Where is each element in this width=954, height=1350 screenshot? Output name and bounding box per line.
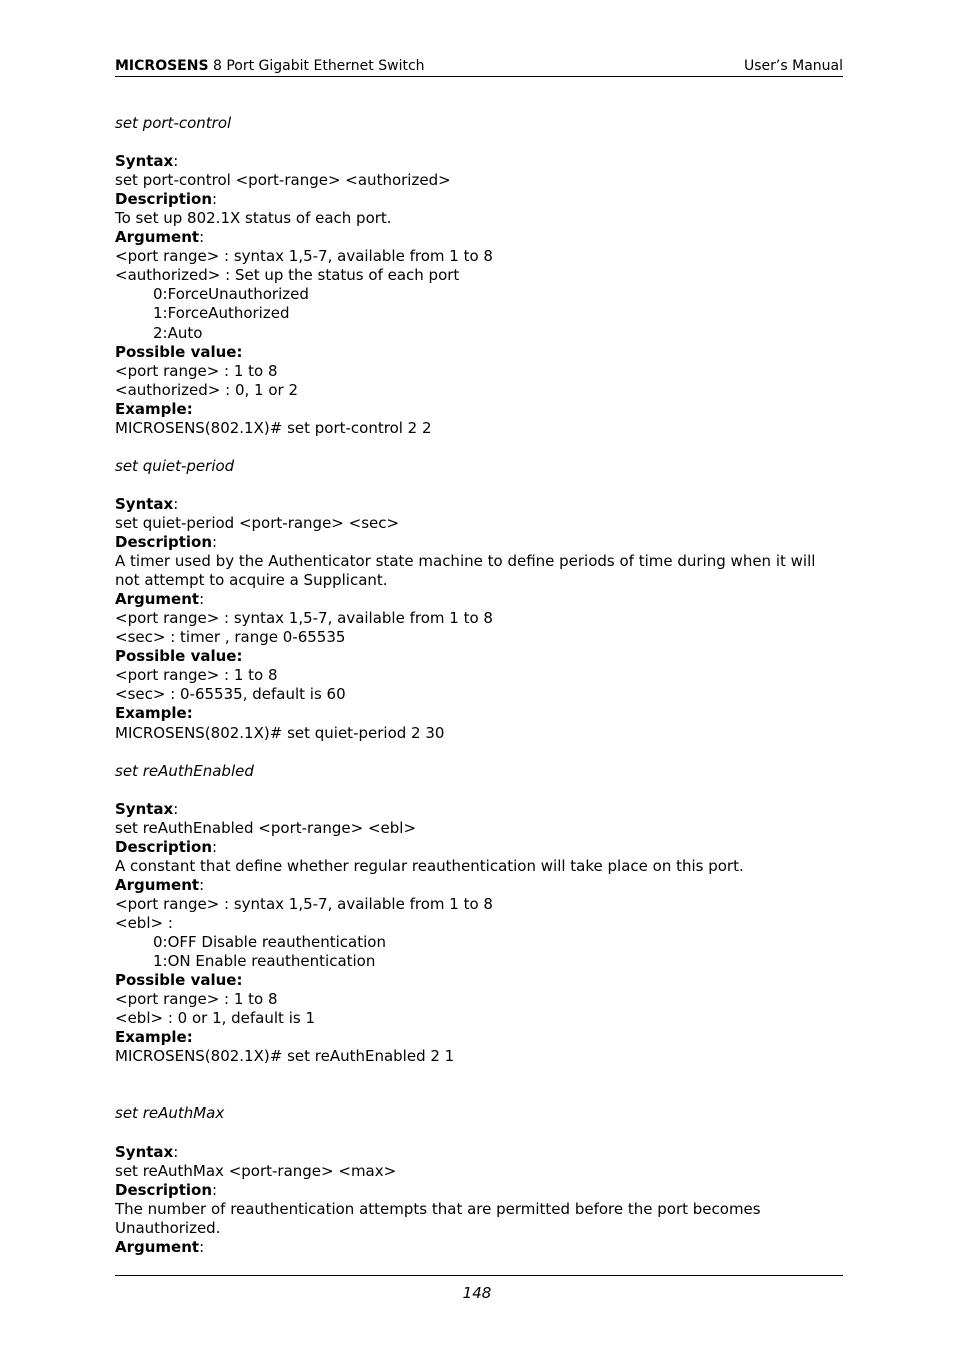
example-text: MICROSENS(802.1X)# set quiet-period 2 30 [115,723,445,742]
description-label: Description [115,533,213,552]
argument-option: 2:Auto [153,323,203,342]
argument-option: 0:OFF Disable reauthentication [153,933,386,952]
example-label: Example: [115,704,193,723]
argument-line: <authorized> : Set up the status of each port [115,266,460,285]
command-title: set quiet-period [115,456,235,475]
page-content: set port-control Syntax: set port-control <port-range> <authorized> Description: To set up 802.1X status of each port. Argument: <port range> : syntax 1,5-7, available from 1 to 8 <authorized> : Set up the status of each port 0:ForceUnauthorized 1:ForceAuthorized 2:Auto Possible value: <port range> : 1 to 8 <authorized> : 0, 1 or 2 Example: MICROSENS(802.1X)# set port-control 2 2 set quiet-period Syntax: set quiet-period <port-range> <sec> Description: A timer used by the Authenticator state machine to define periods of time during when it will not attempt to acquire a Supplicant. Argument: <port range> : syntax 1,5-7, available from 1 to 8 <sec> : timer , range 0-65535 Possible value: <port range> : 1 to 8 <sec> : 0-65535, default is 60 Example: MICROSENS(802.1X)# set quiet-period 2 30 set reAuthEnabled Syntax: set reAuthEnabled <port-range> <ebl> Description: A constant that define whether regular reauthentication will take place on this port. Argument: <port range> : syntax 1,5-7, available from 1 to 8 <ebl> : 0:OFF Disable reauthentication 1:ON Enable reauthentication Possible value: <port range> : 1 to 8 <ebl> : 0 or 1, default is 1 Example: MICROSENS(802.1X)# set reAuthEnabled 2 1 set reAuthMax Syntax: set reAuthMax <port-range> <max> Description: The number of reauthentication attempts that are permitted before the port becomes Unauthorized. Argument: [115,114,843,1257]
argument-label: Argument [115,875,200,894]
possible-value-line: <authorized> : 0, 1 or 2 [115,380,298,399]
page-number: 148 [462,1284,492,1302]
example-label: Example: [115,399,193,418]
command-title: set reAuthEnabled [115,761,254,780]
possible-value-line: <port range> : 1 to 8 [115,666,278,685]
syntax-text: set reAuthEnabled <port-range> <ebl> [115,818,417,837]
command-title: set reAuthMax [115,1104,225,1123]
example-label: Example: [115,1028,193,1047]
page-header [115,56,843,77]
possible-value-line: <sec> : 0-65535, default is 60 [115,685,346,704]
description-label: Description [115,1180,213,1199]
header-manual-label: User’s Manual [744,58,843,74]
command-title: set port-control [115,114,232,132]
argument-label: Argument [115,228,200,247]
argument-option: 1:ON Enable reauthentication [153,952,376,971]
description-text: The number of reauthentication attempts that are permitted before the port becomes Unauthorized. [115,1199,761,1237]
syntax-label: Syntax [115,152,174,171]
header-product: 8 Port Gigabit Ethernet Switch [208,58,425,74]
header-title [115,56,425,76]
argument-line: <port range> : syntax 1,5-7, available from 1 to 8 [115,247,493,266]
description-text: A timer used by the Authenticator state machine to define periods of time during when it will not attempt to acquire a Supplicant. [115,552,816,590]
syntax-text: set quiet-period <port-range> <sec> [115,513,400,532]
argument-label: Argument [115,1237,200,1256]
possible-value-label: Possible value: [115,342,243,361]
header-brand: MICROSENS [115,58,209,74]
syntax-text: set reAuthMax <port-range> <max> [115,1161,397,1180]
syntax-label: Syntax [115,1142,174,1161]
example-text: MICROSENS(802.1X)# set reAuthEnabled 2 1 [115,1047,455,1066]
possible-value-line: <ebl> : 0 or 1, default is 1 [115,1009,315,1028]
description-text: A constant that define whether regular reauthentication will take place on this port. [115,856,744,875]
syntax-text: set port-control <port-range> <authorized> [115,171,451,190]
argument-line: <sec> : timer , range 0-65535 [115,628,346,647]
description-label: Description [115,837,213,856]
argument-line: <port range> : syntax 1,5-7, available from 1 to 8 [115,609,493,628]
syntax-label: Syntax [115,799,174,818]
argument-option: 1:ForceAuthorized [153,304,290,323]
possible-value-label: Possible value: [115,971,243,990]
syntax-label: Syntax [115,494,174,513]
argument-option: 0:ForceUnauthorized [153,285,309,304]
footer-divider [115,1275,843,1276]
possible-value-line: <port range> : 1 to 8 [115,361,278,380]
description-label: Description [115,190,213,209]
possible-value-line: <port range> : 1 to 8 [115,990,278,1009]
argument-label: Argument [115,590,200,609]
example-text: MICROSENS(802.1X)# set port-control 2 2 [115,418,432,437]
description-text: To set up 802.1X status of each port. [115,209,392,228]
argument-line: <port range> : syntax 1,5-7, available from 1 to 8 [115,894,493,913]
argument-line: <ebl> : [115,913,173,932]
possible-value-label: Possible value: [115,647,243,666]
